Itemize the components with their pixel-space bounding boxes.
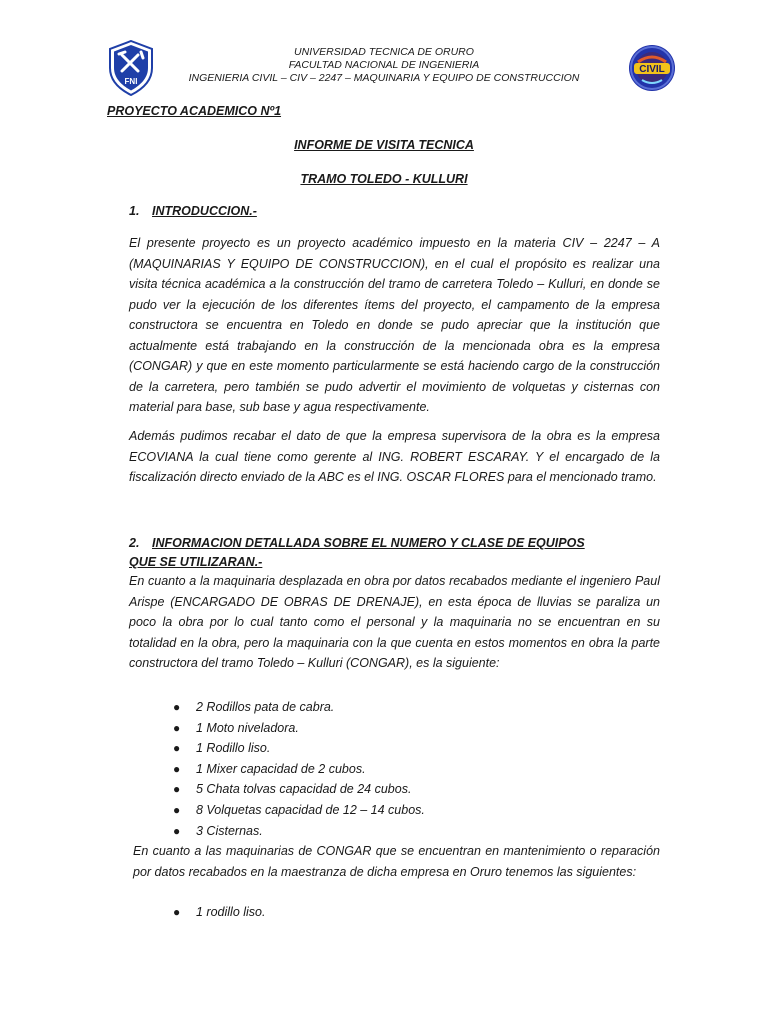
equipment-list bbox=[170, 697, 425, 841]
section-2-heading bbox=[129, 534, 599, 572]
fni-shield-logo bbox=[108, 40, 154, 96]
fni-logo-text: FNI bbox=[124, 77, 138, 86]
section-1-heading bbox=[129, 204, 257, 218]
intro-paragraph-1: El presente proyecto es un proyecto académico impuesto en la materia CIV – 2247 – A (MAQUINARIAS Y EQUIPO DE CONSTRUCCION), en el cual el propósito es realizar una visita técnica académica a la construcción del tramo de carretera Toledo – Kulluri, en donde se pudo ver la ejecución de los diferentes ítems del proyecto, el campamento de la empresa constructora se encuentra en Toledo en donde se pudo apreciar que la institución que actualmente está trabajando en la construcción de la mencionada obra es la empresa (CONGAR) y que en este momento particularmente se está haciendo cargo de la construcción de la carretera, pero también se pudo advertir el movimiento de volquetas y cisternas con material para base, sub base y agua respectivamente. bbox=[129, 236, 660, 414]
project-label: PROYECTO ACADEMICO Nº1 bbox=[107, 104, 282, 118]
bullet-icon: ● bbox=[173, 802, 181, 817]
list-item bbox=[170, 718, 425, 739]
list-item bbox=[170, 759, 425, 780]
list-item-text: 1 Mixer capacidad de 2 cubos. bbox=[196, 761, 366, 776]
section-2-number: 2. bbox=[129, 536, 140, 550]
section-1-title: INTRODUCCION.- bbox=[152, 204, 257, 218]
section-1-number: 1. bbox=[129, 204, 140, 218]
report-subtitle: TRAMO TOLEDO - KULLURI bbox=[300, 172, 468, 186]
list-item-text: 5 Chata tolvas capacidad de 24 cubos. bbox=[196, 782, 412, 797]
bullet-icon: ● bbox=[173, 700, 181, 714]
civil-logo-text: CIVIL bbox=[639, 64, 665, 75]
list-item-text: 3 Cisternas. bbox=[196, 823, 263, 838]
section-2-title: INFORMACION DETALLADA SOBRE EL NUMERO Y CLASE DE EQUIPOS QUE SE UTILIZARAN.- bbox=[129, 536, 585, 569]
list-item-text: 1 Moto niveladora. bbox=[196, 720, 299, 735]
university-name: UNIVERSIDAD TECNICA DE ORURO bbox=[294, 46, 474, 58]
civil-badge-logo bbox=[628, 44, 676, 92]
bullet-icon: ● bbox=[173, 823, 181, 838]
list-item bbox=[170, 738, 425, 759]
bullet-icon: ● bbox=[173, 761, 181, 776]
list-item bbox=[170, 697, 425, 718]
report-title: INFORME DE VISITA TECNICA bbox=[294, 138, 474, 152]
course-name: INGENIERIA CIVIL – CIV – 2247 – MAQUINARIA Y EQUIPO DE CONSTRUCCION bbox=[188, 72, 580, 84]
list-item-text: 8 Volquetas capacidad de 12 – 14 cubos. bbox=[196, 802, 425, 817]
maintenance-paragraph: En cuanto a las maquinarias de CONGAR que se encuentran en mantenimiento o reparación por datos recabados en la maestranza de dicha empresa en Oruro tenemos las siguientes: bbox=[133, 844, 660, 879]
faculty-name: FACULTAD NACIONAL DE INGENIERIA bbox=[288, 59, 480, 71]
intro-paragraph-2: Además pudimos recabar el dato de que la empresa supervisora de la obra es la empresa ECOVIANA la cual tiene como gerente al ING. ROBERT ESCARAY. Y el encargado de la fiscalización directo enviado de la ABC es el ING. OSCAR FLORES para el mencionado tramo. bbox=[129, 429, 660, 484]
list-item bbox=[170, 902, 265, 923]
bullet-icon: ● bbox=[173, 720, 181, 735]
equipment-intro-paragraph: En cuanto a la maquinaria desplazada en obra por datos recabados mediante el ingeniero Paul Arispe (ENCARGADO DE OBRAS DE DRENAJE), en esta época de lluvias se paraliza un poco la obra por lo cual tanto como el personal y la maquinaria no se encuentran en su totalidad en la obra, pero la maquinaria con la que cuenta en estos momentos en obra la parte constructora del tramo Toledo – Kulluri (CONGAR), es la siguiente: bbox=[129, 574, 660, 670]
list-item bbox=[170, 779, 425, 800]
list-item-text: 2 Rodillos pata de cabra. bbox=[196, 700, 335, 714]
bullet-icon: ● bbox=[173, 741, 181, 756]
maintenance-list bbox=[170, 902, 265, 923]
list-item bbox=[170, 800, 425, 821]
document-header bbox=[160, 46, 608, 85]
bullet-icon: ● bbox=[173, 905, 181, 919]
list-item-text: 1 rodillo liso. bbox=[196, 905, 266, 919]
list-item-text: 1 Rodillo liso. bbox=[196, 741, 271, 756]
list-item bbox=[170, 821, 425, 842]
bullet-icon: ● bbox=[173, 782, 181, 797]
